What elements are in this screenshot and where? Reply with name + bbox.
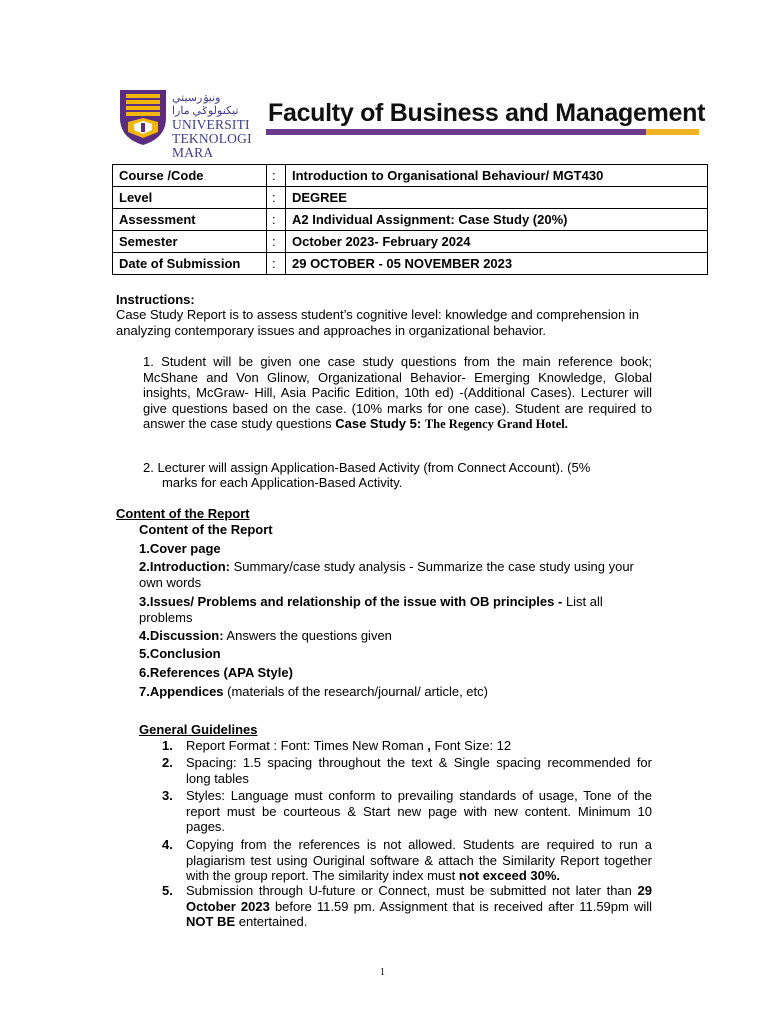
content-item-7 xyxy=(139,684,488,700)
instruction-item-2-line-2: marks for each Application-Based Activity. xyxy=(162,475,403,490)
row-separator: : xyxy=(267,253,286,275)
guideline-1-text-2: Font Size: 12 xyxy=(430,738,512,753)
header-rule-gold xyxy=(646,129,699,135)
content-item-2-bold: 2.Introduction: xyxy=(139,559,230,574)
table-row xyxy=(113,231,708,253)
guideline-4-bold: not exceed 30%. xyxy=(458,868,561,883)
content-item-6-bold: 6.References (APA Style) xyxy=(139,665,293,680)
logo-arabic-text: ونيۏرسيتي تيكنولوݢي مارا xyxy=(172,92,239,117)
course-info-table xyxy=(112,164,708,275)
page-number: 1 xyxy=(380,967,385,978)
header-rule-purple xyxy=(266,129,646,135)
row-value: October 2023- February 2024 xyxy=(286,231,708,253)
table-row xyxy=(113,165,708,187)
content-item-4 xyxy=(139,628,392,644)
instruction-item-1-text: 1. Student will be given one case study questions from the main reference book; McShane and Von Glinow, Organizational Behavior- Emerging Knowledge, Global insights, McGraw- Hill, Asia Pacific Edition, 10th ed) -(Additional Cases). Lecturer will give questions based on the case. (10% marks for one case). Student are required to answer the case study questions xyxy=(143,354,652,431)
guideline-5 xyxy=(186,883,652,930)
row-separator: : xyxy=(267,187,286,209)
content-item-3-bold: 3.Issues/ Problems and relationship of the issue with OB principles - xyxy=(139,594,563,609)
row-label: Course /Code xyxy=(113,165,267,187)
guideline-4-text: Copying from the references is not allowed. Students are required to run a plagiarism test using Ouriginal software & attach the Similarity Report together with the group report. The similarity index must xyxy=(186,837,652,883)
table-row xyxy=(113,253,708,275)
faculty-title: Faculty of Business and Management xyxy=(268,99,706,127)
uitm-crest-icon xyxy=(118,88,168,146)
content-item-1 xyxy=(139,541,221,557)
guideline-5-date: 29 October 2023 xyxy=(186,883,652,914)
table-row xyxy=(113,187,708,209)
guideline-5-text-2: before 11.59 pm. Assignment that is received after 11.59pm will xyxy=(269,898,652,914)
row-value: Introduction to Organisational Behaviour/ MGT430 xyxy=(286,165,708,187)
row-label: Date of Submission xyxy=(113,253,267,275)
content-item-7-text: (materials of the research/journal/ article, etc) xyxy=(223,684,488,699)
content-item-4-text: Answers the questions given xyxy=(223,628,392,643)
guideline-1-comma: , xyxy=(427,738,431,753)
uitm-wordmark xyxy=(172,92,262,160)
row-separator: : xyxy=(267,209,286,231)
row-value: A2 Individual Assignment: Case Study (20%) xyxy=(286,209,708,231)
content-item-4-bold: 4.Discussion: xyxy=(139,628,224,643)
uitm-logo xyxy=(118,88,258,160)
logo-line-3: MARA xyxy=(172,145,214,160)
content-item-7-bold: 7.Appendices xyxy=(139,684,224,699)
guideline-3-number: 3. xyxy=(162,788,173,803)
content-item-5 xyxy=(139,646,221,662)
content-item-6 xyxy=(139,665,293,681)
logo-line-2: TEKNOLOGI xyxy=(172,131,252,146)
instruction-item-2-line-1: 2. Lecturer will assign Application-Based Activity (from Connect Account). (5% xyxy=(143,460,591,475)
logo-line-1: UNIVERSITI xyxy=(172,117,250,132)
row-label: Level xyxy=(113,187,267,209)
content-item-3-text: List all problems xyxy=(139,594,603,625)
row-value: DEGREE xyxy=(286,187,708,209)
guideline-1-text: Report Format : Font: Times New Roman xyxy=(186,738,428,753)
content-item-5-bold: 5.Conclusion xyxy=(139,646,221,661)
case-study-title: The Regency Grand Hotel. xyxy=(424,417,568,431)
instructions-heading: Instructions: xyxy=(116,292,195,307)
guideline-5-text: Submission through U-future or Connect, must be submitted not later than xyxy=(186,883,638,898)
guideline-1-number: 1. xyxy=(162,738,173,753)
row-label: Semester xyxy=(113,231,267,253)
content-item-3 xyxy=(139,594,651,625)
guidelines-heading: General Guidelines xyxy=(139,722,258,737)
content-item-2-text: Summary/case study analysis - Summarize the case study using your own words xyxy=(139,559,634,590)
instruction-item-1 xyxy=(143,354,652,433)
instructions-intro: Case Study Report is to assess student’s cognitive level: knowledge and comprehension in analyzing contemporary issues and approaches in organizational behavior. xyxy=(116,307,639,338)
guideline-5-not-be: NOT BE xyxy=(186,914,236,929)
guideline-5-number: 5. xyxy=(162,883,173,898)
guideline-3: Styles: Language must conform to prevailing standards of usage, Tone of the report must be courteous & Start new page with new content. Minimum 10 pages. xyxy=(186,788,652,834)
guideline-4-number: 4. xyxy=(162,837,173,852)
guideline-5-text-3: entertained. xyxy=(235,914,308,929)
row-separator: : xyxy=(267,165,286,187)
guideline-2-number: 2. xyxy=(162,755,173,770)
row-label: Assessment xyxy=(113,209,267,231)
table-row xyxy=(113,209,708,231)
guideline-4 xyxy=(186,837,652,884)
guideline-1 xyxy=(186,738,652,754)
content-item-2 xyxy=(139,559,651,590)
row-separator: : xyxy=(267,231,286,253)
content-subheading: Content of the Report xyxy=(139,522,273,537)
content-item-1-bold: 1.Cover page xyxy=(139,541,221,556)
case-study-label: Case Study 5: xyxy=(335,416,425,431)
guideline-2: Spacing: 1.5 spacing throughout the text & Single spacing recommended for long tables xyxy=(186,755,652,786)
content-heading: Content of the Report xyxy=(116,506,250,521)
row-value: 29 OCTOBER - 05 NOVEMBER 2023 xyxy=(286,253,708,275)
